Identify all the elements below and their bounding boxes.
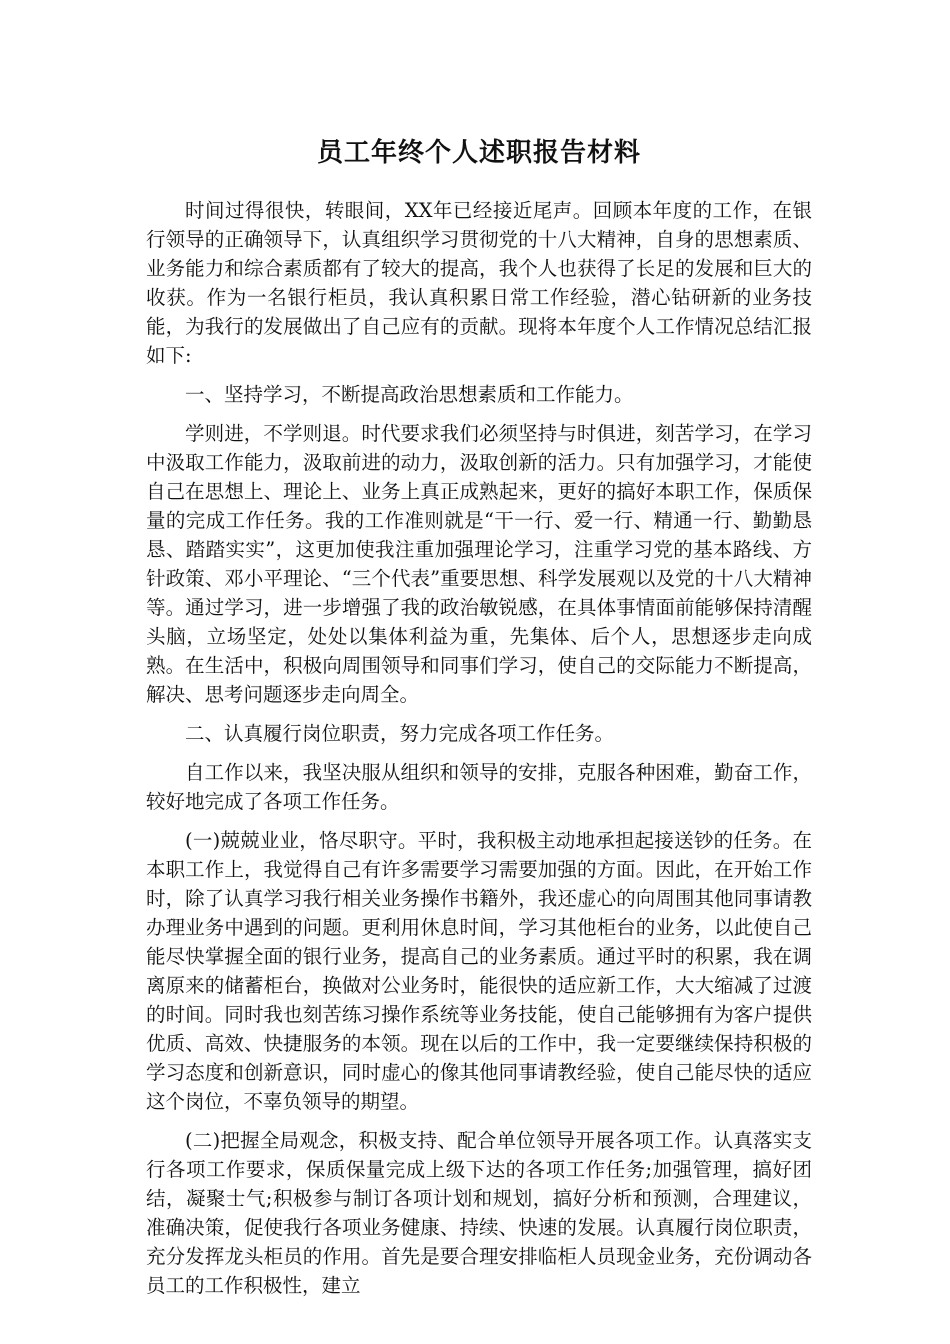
paragraph-subsection-1: (一)兢兢业业，恪尽职守。平时，我积极主动地承担起接送钞的任务。在本职工作上，我觉得自己有许多需要学习需要加强的方面。因此，在开始工作时，除了认真学习我行相关业务操作书籍外，我还虚心的向周围其他同事请教办理业务中遇到的问题。更利用休息时间，学习其他柜台的业务，以此使自己能尽快掌握全面的银行业务，提高自己的业务素质。通过平时的积累，我在调离原来的储蓄柜台，换做对公业务时，能很快的适应新工作，大大缩减了过渡的时间。同时我也刻苦练习操作系统等业务技能，使自己能够拥有为客户提供优质、高效、快捷服务的本领。现在以后的工作中，我一定要继续保持积极的学习态度和创新意识，同时虚心的像其他同事请教经验，使自己能尽快的适应这个岗位，不辜负领导的期望。 [146, 829, 812, 1113]
paragraph-subsection-2: (二)把握全局观念，积极支持、配合单位领导开展各项工作。认真落实支行各项工作要求，保质保量完成上级下达的各项工作任务;加强管理，搞好团结，凝聚士气;积极参与制订各项计划和规划，搞好分析和预测，合理建议，准确决策，促使我行各项业务健康、持续、快速的发展。认真履行岗位职责，充分发挥龙头柜员的作用。首先是要合理安排临柜人员现金业务，充份调动各员工的工作积极性，建立 [146, 1129, 812, 1297]
section-heading-1: 一、坚持学习，不断提高政治思想素质和工作能力。 [185, 383, 634, 406]
paragraph-study: 学则进，不学则退。时代要求我们必须坚持与时俱进，刻苦学习，在学习中汲取工作能力，汲取前进的动力，汲取创新的活力。只有加强学习，才能使自己在思想上、理论上、业务上真正成熟起来，更好的搞好本职工作，保质保量的完成工作任务。我的工作准则就是“干一行、爱一行、精通一行、勤勤恳恳、踏踏实实”，这更加使我注重加强理论学习，注重学习党的基本路线、方针政策、邓小平理论、“三个代表”重要思想、科学发展观以及党的十八大精神等。通过学习，进一步增强了我的政治敏锐感，在具体事情面前能够保持清醒头脑，立场坚定，处处以集体利益为重，先集体、后个人，思想逐步走向成熟。在生活中，积极向周围领导和同事们学习，使自己的交际能力不断提高，解决、思考问题逐步走向周全。 [146, 422, 812, 706]
paragraph-intro: 时间过得很快，转眼间，XX年已经接近尾声。回顾本年度的工作，在银行领导的正确领导下，认真组织学习贯彻党的十八大精神，自身的思想素质、业务能力和综合素质都有了较大的提高，我个人也获得了长足的发展和巨大的收获。作为一名银行柜员，我认真积累日常工作经验，潜心钻研新的业务技能，为我行的发展做出了自己应有的贡献。现将本年度个人工作情况总结汇报如下: [146, 199, 812, 367]
section-heading-2: 二、认真履行岗位职责，努力完成各项工作任务。 [185, 722, 615, 745]
paragraph-duties: 自工作以来，我坚决服从组织和领导的安排，克服各种困难，勤奋工作，较好地完成了各项工作任务。 [146, 761, 812, 813]
document-body [146, 196, 812, 1310]
document-title: 员工年终个人述职报告材料 [316, 138, 641, 168]
